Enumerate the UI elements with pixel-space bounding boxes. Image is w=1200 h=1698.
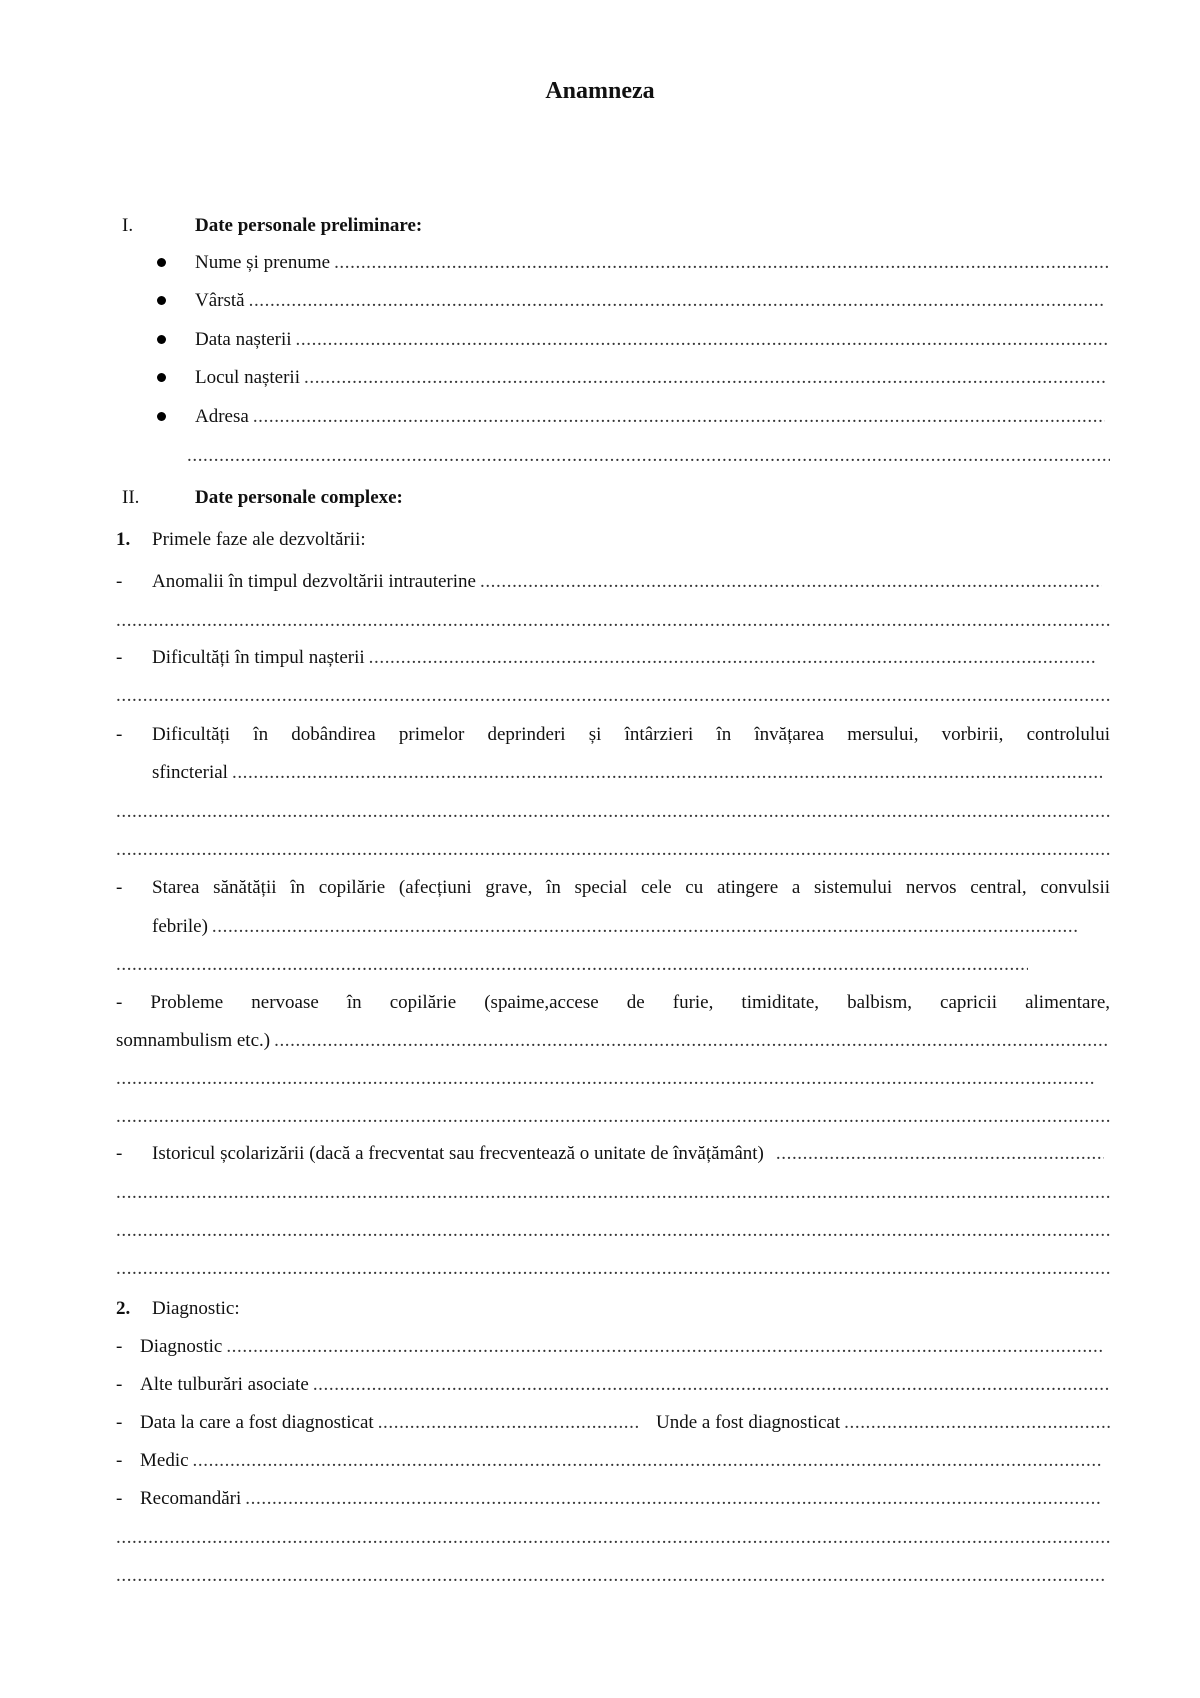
fill-line[interactable]	[116, 608, 1110, 634]
field-sfincterial	[152, 760, 1102, 786]
field-anomalii	[152, 569, 1102, 595]
field-label: Locul nașterii	[195, 367, 300, 388]
dash-marker: -	[116, 647, 123, 668]
dash-marker: -	[116, 571, 123, 592]
dash-marker: -	[116, 1336, 123, 1357]
field-diagnostic	[140, 1334, 1102, 1360]
field-label: Data la care a fost diagnosticat	[140, 1412, 374, 1433]
fill-dots[interactable]	[776, 1141, 1104, 1167]
field-scolarizare	[152, 1141, 1104, 1167]
dash-marker: -	[116, 1412, 123, 1433]
fill-line[interactable]	[116, 1256, 1110, 1282]
field-probleme-text: - Probleme nervoase în copilărie (spaime,accese de furie, timiditate, balbism, capricii alimentare,	[116, 992, 1110, 1013]
field-nume	[195, 250, 1110, 276]
fill-line[interactable]	[116, 683, 1110, 709]
field-varsta	[195, 288, 1105, 314]
bullet-icon	[157, 296, 166, 305]
field-label: Dificultăți în timpul nașterii	[152, 647, 365, 668]
field-label: febrile)	[152, 916, 208, 937]
fill-dots[interactable]	[226, 1334, 1102, 1360]
section-2-numeral: II.	[122, 487, 140, 508]
dash-marker: -	[116, 724, 123, 745]
field-locul-nasterii	[195, 365, 1105, 391]
field-febrile	[152, 914, 1079, 940]
field-label: Anomalii în timpul dezvoltării intrauterine	[152, 571, 476, 592]
fill-dots[interactable]	[334, 250, 1110, 276]
field-label: Vârstă	[195, 290, 245, 311]
fill-dots[interactable]	[212, 914, 1079, 940]
fill-dots[interactable]	[844, 1410, 1110, 1436]
field-label: sfincterial	[152, 762, 228, 783]
subsection-2-number	[116, 1296, 130, 1322]
field-dificultati-deprinderi-text: Dificultăți în dobândirea primelor deprinderi și întârzieri în învățarea mersului, vorbirii, controlului	[152, 724, 1110, 745]
fill-line[interactable]	[116, 1180, 1110, 1206]
field-sanatate-text: Starea sănătății în copilărie (afecțiuni grave, în special cele cu atingere a sistemului nervos central, convulsii	[152, 877, 1110, 898]
fill-dots[interactable]	[304, 365, 1105, 391]
bullet-icon	[157, 412, 166, 421]
subsection-number: 1.	[116, 529, 131, 550]
section-1-numeral: I.	[122, 215, 134, 236]
fill-dots[interactable]	[249, 288, 1105, 314]
fill-line[interactable]	[116, 1218, 1110, 1244]
field-label: Recomandări	[140, 1488, 242, 1509]
fill-dots[interactable]	[480, 569, 1102, 595]
field-label: Istoricul școlarizării (dacă a frecventat sau frecventează o unitate de învățământ)	[152, 1143, 764, 1164]
fill-line[interactable]	[187, 443, 1110, 469]
field-somnambulism	[116, 1028, 1110, 1054]
bullet-icon	[157, 373, 166, 382]
section-1-heading: Date personale preliminare:	[195, 215, 423, 236]
field-adresa	[195, 404, 1105, 430]
fill-line[interactable]	[116, 1066, 1096, 1092]
dash-marker: -	[116, 1488, 123, 1509]
fill-dots[interactable]	[274, 1028, 1110, 1054]
field-data-diagnostic	[140, 1410, 640, 1436]
fill-line[interactable]	[116, 952, 1028, 978]
field-alte-tulburari	[140, 1372, 1110, 1398]
page-title: Anamneza	[545, 78, 655, 104]
subsection-1-label: Primele faze ale dezvoltării:	[152, 529, 366, 550]
field-label: Unde a fost diagnosticat	[656, 1412, 841, 1433]
fill-dots[interactable]	[245, 1486, 1102, 1512]
fill-line[interactable]	[116, 1563, 1106, 1589]
field-medic	[140, 1448, 1102, 1474]
section-2-heading: Date personale complexe:	[195, 487, 403, 508]
field-label: Adresa	[195, 406, 249, 427]
fill-dots[interactable]	[253, 404, 1105, 430]
field-dificultati-nastere	[152, 645, 1096, 671]
dash-marker: -	[116, 1143, 123, 1164]
subsection-number: 2.	[116, 1298, 131, 1319]
dash-marker: -	[116, 1374, 123, 1395]
fill-dots[interactable]	[296, 327, 1110, 353]
fill-dots[interactable]	[193, 1448, 1102, 1474]
field-label: Data nașterii	[195, 329, 292, 350]
field-label: Diagnostic	[140, 1336, 223, 1357]
dash-marker: -	[116, 877, 123, 898]
bullet-icon	[157, 258, 166, 267]
field-unde-diagnostic	[656, 1410, 1110, 1436]
fill-line[interactable]	[116, 799, 1110, 825]
bullet-icon	[157, 335, 166, 344]
field-label: Alte tulburări asociate	[140, 1374, 309, 1395]
fill-dots[interactable]	[232, 760, 1102, 786]
field-label: somnambulism etc.)	[116, 1030, 271, 1051]
subsection-1-number	[116, 527, 130, 553]
field-label: Medic	[140, 1450, 189, 1471]
field-label: Nume și prenume	[195, 252, 331, 273]
field-recomandari	[140, 1486, 1102, 1512]
subsection-2-label: Diagnostic:	[152, 1298, 240, 1319]
fill-line[interactable]	[116, 1104, 1110, 1130]
dash-marker: -	[116, 1450, 123, 1471]
fill-line[interactable]	[116, 1525, 1110, 1551]
fill-dots[interactable]	[378, 1410, 640, 1436]
fill-dots[interactable]	[369, 645, 1096, 671]
field-data-nasterii	[195, 327, 1110, 353]
fill-dots[interactable]	[313, 1372, 1110, 1398]
fill-line[interactable]	[116, 837, 1110, 863]
